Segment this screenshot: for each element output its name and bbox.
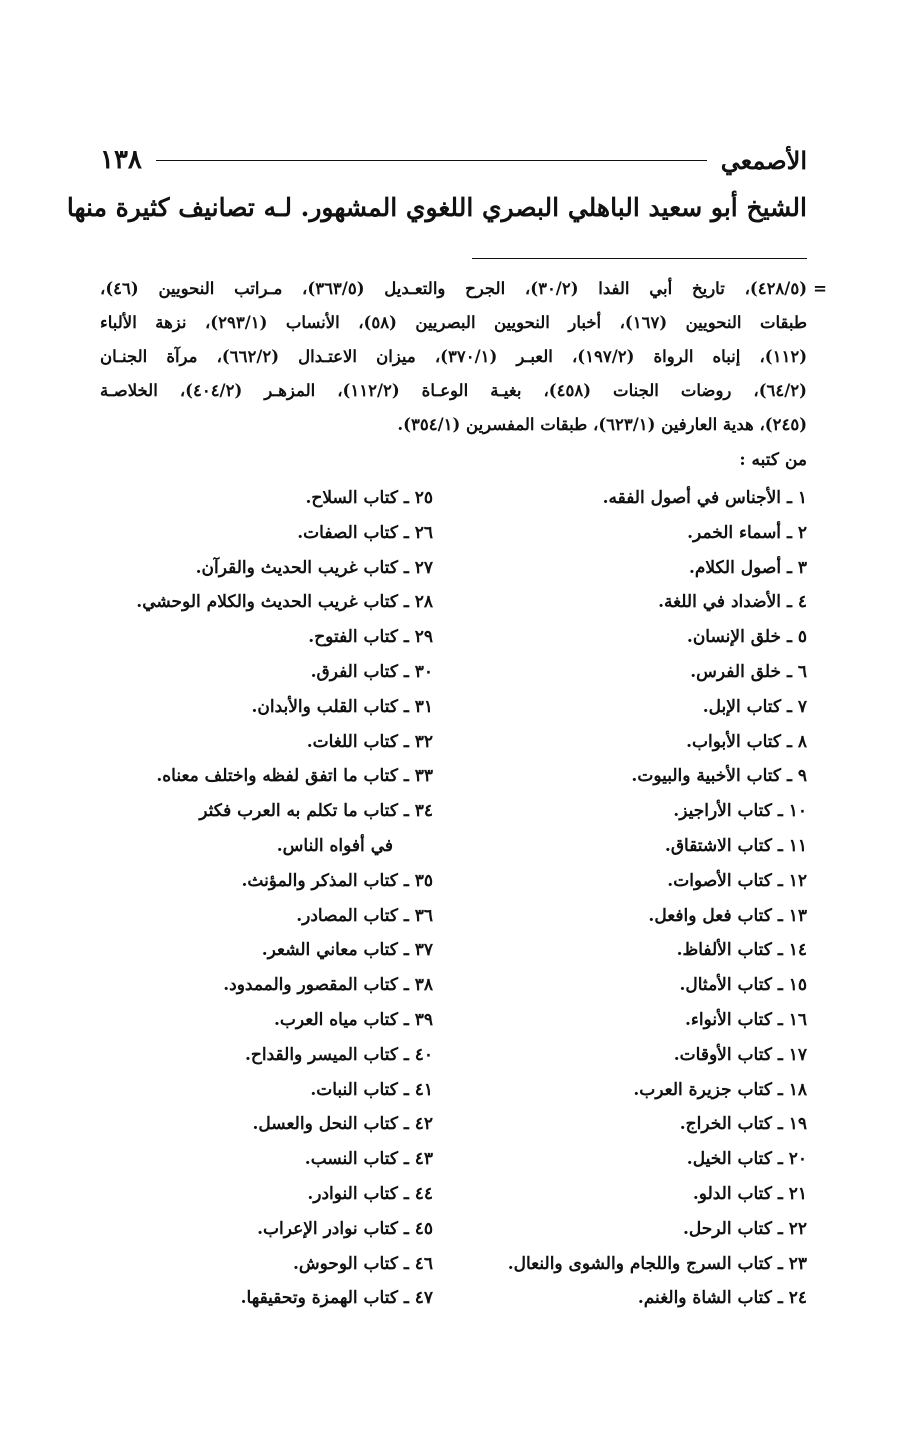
book-item: ١ ـ الأجناس في أصول الفقه.	[602, 488, 807, 508]
footnote-line: (٤٢٨/٥)، تاريخ أبي الفدا (٣٠/٢)، الجرح والتعـديل (٣٦٣/٥)، مـراتب النحويين (٤٦)،	[100, 279, 807, 298]
book-item: ٢٥ ـ كتاب السلاح.	[305, 488, 433, 508]
book-item: ٣١ ـ كتاب القلب والأبدان.	[251, 696, 433, 717]
book-item: ٨ ـ كتاب الأبواب.	[686, 731, 807, 752]
book-item: ٢٦ ـ كتاب الصفات.	[297, 522, 433, 543]
book-item: ٤٢ ـ كتاب النحل والعسل.	[252, 1114, 433, 1135]
footnote-separator	[472, 258, 807, 259]
book-item: ٦ ـ خلق الفرس.	[690, 661, 807, 682]
book-item-continuation: في أفواه الناس.	[276, 835, 393, 856]
book-item: ٢ ـ أسماء الخمر.	[687, 522, 807, 543]
page-number: ١٣٨	[100, 145, 142, 175]
book-item: ١٦ ـ كتاب الأنواء.	[685, 1009, 807, 1030]
book-item: ٢٣ ـ كتاب السرج واللجام والشوى والنعال.	[507, 1253, 807, 1274]
footnote-block	[100, 272, 827, 442]
book-item: ٤ ـ الأضداد في اللغة.	[658, 592, 807, 613]
book-item: ٩ ـ كتاب الأخبية والبيوت.	[631, 766, 807, 787]
books-column-left	[103, 481, 433, 1316]
header-title: الأصمعي	[720, 145, 807, 175]
book-item: ٣٠ ـ كتاب الفرق.	[310, 661, 433, 682]
book-item: ١٠ ـ كتاب الأراجيز.	[673, 801, 807, 822]
book-item: ٥ ـ خلق الإنسان.	[686, 627, 807, 648]
book-item: ١١ ـ كتاب الاشتقاق.	[664, 835, 807, 856]
footnote-line: (٢٤٥)، هدية العارفين (٦٢٣/١)، طبقات المفسرين (٣٥٤/١).	[397, 415, 807, 434]
book-item: ٣٥ ـ كتاب المذكر والمؤنث.	[241, 870, 433, 891]
book-item: ٤١ ـ كتاب النبات.	[310, 1079, 433, 1100]
footnote-line: طبقات النحويين (١٦٧)، أخبار النحويين البصريين (٥٨)، الأنساب (٢٩٣/١)، نزهة الألباء	[100, 313, 808, 332]
book-item: ٣٢ ـ كتاب اللغات.	[306, 731, 433, 752]
book-item: ٣٧ ـ كتاب معاني الشعر.	[261, 940, 433, 961]
books-heading: من كتبه :	[739, 450, 807, 470]
footnote-line: (٦٤/٢)، روضات الجنات (٤٥٨)، بغيـة الوعـاة (١١٢/٢)، المزهـر (٤٠٤/٢)، الخلاصـة	[100, 381, 807, 400]
footnote-continuation-mark: =	[813, 279, 827, 298]
book-item: ٢٧ ـ كتاب غريب الحديث والقرآن.	[195, 557, 433, 578]
book-item: ١٢ ـ كتاب الأصوات.	[667, 870, 807, 891]
book-item: ٤٤ ـ كتاب النوادر.	[307, 1183, 433, 1204]
book-item: ٢٤ ـ كتاب الشاة والغنم.	[637, 1288, 807, 1309]
footnote-line: (١١٢)، إنباه الرواة (١٩٧/٢)، العبـر (٣٧٠/١)، ميزان الاعتـدال (٦٦٢/٢)، مرآة الجنـان	[100, 347, 807, 366]
book-item: ٣ ـ أصول الكلام.	[688, 557, 807, 578]
book-item: ١٣ ـ كتاب فعل وافعل.	[648, 905, 807, 926]
book-item: ٤٣ ـ كتاب النسب.	[304, 1149, 433, 1170]
book-item: ٧ ـ كتاب الإبل.	[702, 696, 807, 717]
book-item: ٢٢ ـ كتاب الرحل.	[683, 1218, 807, 1239]
book-item: ٢١ ـ كتاب الدلو.	[692, 1183, 807, 1204]
book-item: ٤٥ ـ كتاب نوادر الإعراب.	[257, 1218, 433, 1239]
book-item: ٤٦ ـ كتاب الوحوش.	[292, 1253, 433, 1274]
book-item: ٤٧ ـ كتاب الهمزة وتحقيقها.	[240, 1288, 433, 1309]
book-item: ١٨ ـ كتاب جزيرة العرب.	[633, 1079, 807, 1100]
book-item: ٢٨ ـ كتاب غريب الحديث والكلام الوحشي.	[136, 592, 433, 613]
running-header	[100, 140, 807, 180]
header-rule	[156, 160, 707, 161]
book-item: ٣٦ ـ كتاب المصادر.	[296, 905, 433, 926]
book-item: ٤٠ ـ كتاب الميسر والقداح.	[245, 1044, 433, 1065]
book-item: ٢٩ ـ كتاب الفتوح.	[308, 627, 433, 648]
book-item: ١٧ ـ كتاب الأوقات.	[673, 1044, 807, 1065]
books-column-right	[447, 481, 807, 1316]
book-item: ٣٣ ـ كتاب ما اتفق لفظه واختلف معناه.	[156, 766, 433, 787]
intro-line: الشيخ أبو سعيد الباهلي البصري اللغوي المشهور. لـه تصانيف كثيرة منها	[66, 193, 807, 222]
book-item: ٣٤ ـ كتاب ما تكلم به العرب فكثر	[199, 801, 433, 822]
book-item: ٣٨ ـ كتاب المقصور والممدود.	[223, 975, 433, 996]
book-item: ١٩ ـ كتاب الخراج.	[679, 1114, 807, 1135]
book-item: ١٤ ـ كتاب الألفاظ.	[676, 940, 807, 961]
book-item: ١٥ ـ كتاب الأمثال.	[679, 975, 807, 996]
book-item: ٢٠ ـ كتاب الخيل.	[686, 1149, 807, 1170]
book-item: ٣٩ ـ كتاب مياه العرب.	[273, 1009, 433, 1030]
